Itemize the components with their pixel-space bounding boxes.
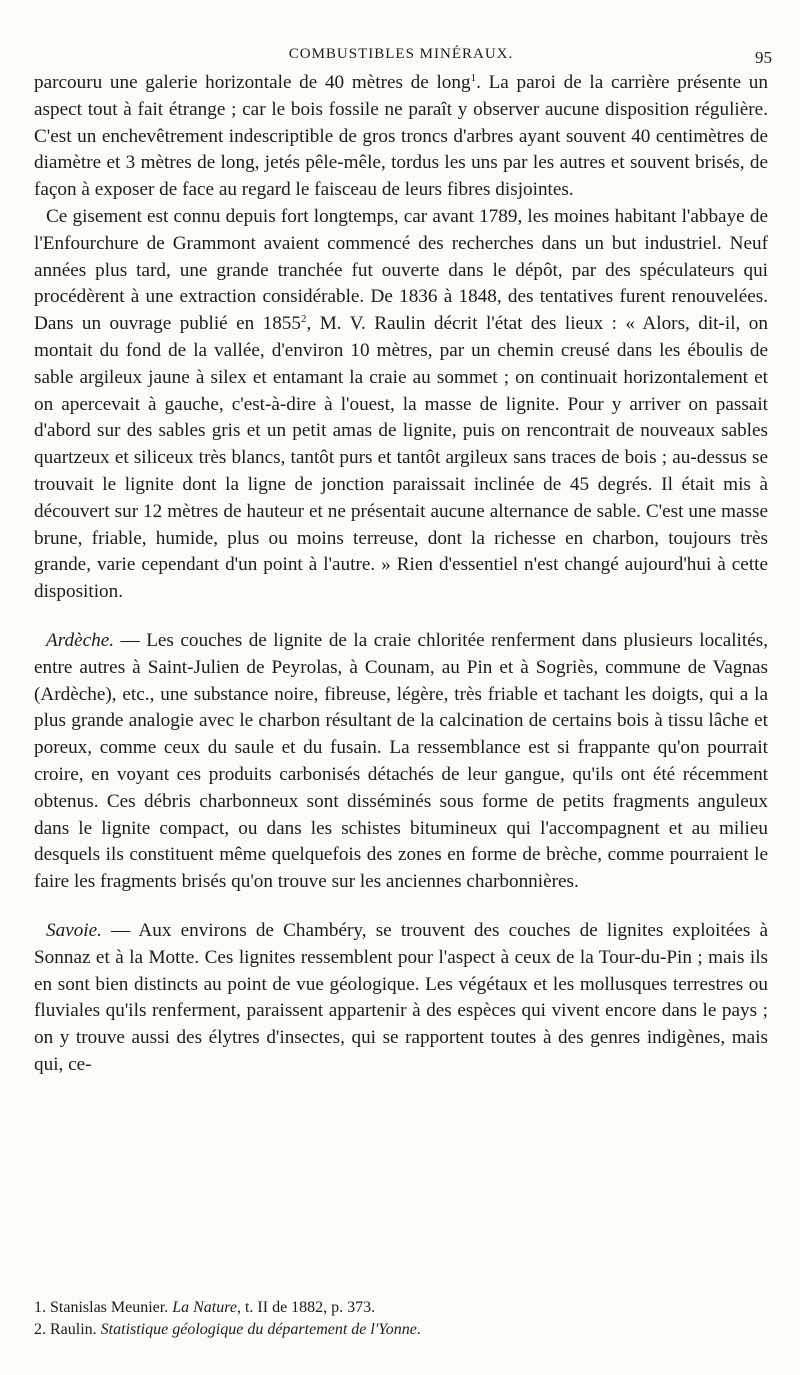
paragraph-gisement xyxy=(34,204,768,606)
paragraph-continuation xyxy=(34,70,768,204)
paragraph-text: , M. V. Raulin décrit l'état des lieux : « Alors, dit-il, on montait du fond de la vallée, d'environ 10 mètres, par un chemin creusé dans les éboulis de sable argileux jaune à silex et entamant la craie au sommet ; on continuait horizontalement et on apercevait à gauche, c'est-à-dire à l'ouest, la masse de lignite. Pour y arriver on passait d'abord sur des sables gris et un petit amas de lignite, puis on rencontrait de nouveaux sables quartzeux et siliceux très blancs, tantôt purs et tantôt argileux sans traces de bois ; au-dessus se trouvait le lignite dont la ligne de jonction paraissait inclinée de 45 degrés. Il était mis à découvert sur 12 mètres de hauteur et ne présentait aucune alternance de sable. C'est une masse brune, friable, humide, plus ou moins terreuse, dont la richesse en charbon, toujours très grande, varie cependant d'un point à l'autre. » Rien d'essentiel n'est changé aujourd'hui à cette disposition. xyxy=(34,313,768,603)
footnote-details: . xyxy=(416,1321,421,1338)
paragraph-text: — Les couches de lignite de la craie chloritée renferment dans plusieurs localités, entre autres à Saint-Julien de Peyrolas, à Counam, au Pin et à Sogriès, commune de Vagnas (Ardèche), etc., une substance noire, fibreuse, légère, très friable et tachant les doigts, qui a la plus grande analogie avec le charbon résultant de la calcination de certains bois à tissu lâche et poreux, comme ceux du saule et du fusain. La ressemblance est si frappante qu'on pourrait croire, en voyant ces produits carbonisés détachés de leur gangue, qu'ils ont été récemment obtenus. Ces débris charbonneux sont disséminés sous forme de petits fragments anguleux dans le lignite compact, ou dans les schistes bitumineux qui l'accompagnent et au milieu desquels ils constituent même quelquefois des zones en forme de brèche, comme pourraient le faire les fragments brisés qu'on trouve sur les anciennes charbonnières. xyxy=(34,629,768,893)
running-head xyxy=(34,40,772,70)
paragraph-text: Ce gisement est connu depuis fort longtemps, car avant 1789, les moines habitant l'abbaye de l'Enfourchure de Grammont avaient commencé des recherches dans un but industriel. Neuf années plus tard, une grande tranchée fut ouverte dans le dépôt, par des spéculateurs qui procédèrent à une extraction considérable. De 1836 à 1848, des tentatives furent renouvelées. Dans un ouvrage publié en 1855 xyxy=(34,205,768,335)
book-page xyxy=(34,40,772,1079)
paragraph-text: . La paroi de la carrière présente un aspect tout à fait étrange ; car le bois fossile ne paraît y observer aucune disposition régulière. C'est un enchevêtrement indescriptible de gros troncs d'arbres ayant souvent 40 centimètres de diamètre et 3 mètres de long, jetés pêle-mêle, tordus les uns par les autres et souvent brisés, de façon à exposer de face au regard le faisceau de leurs fibres disjointes. xyxy=(34,72,768,201)
footnote-author: Stanislas Meunier. xyxy=(50,1299,173,1316)
footnote-number: 2. xyxy=(34,1321,46,1338)
running-title: COMBUSTIBLES MINÉRAUX. xyxy=(288,46,514,62)
body-text xyxy=(34,70,768,1079)
footnote-author: Raulin. xyxy=(50,1321,101,1338)
footnote-2 xyxy=(34,1319,768,1341)
paragraph-text: parcouru une galerie horizontale de 40 mètres de long xyxy=(34,72,471,93)
footnotes xyxy=(34,1297,768,1341)
footnote-title: Statistique géologique du département de l'Yonne xyxy=(100,1321,417,1338)
paragraph-ardeche xyxy=(34,628,768,896)
paragraph-text: — Aux environs de Chambéry, se trouvent des couches de lignites exploitées à Sonnaz et à la Motte. Ces lignites ressemblent pour l'aspect à ceux de la Tour-du-Pin ; mais ils en sont bien distincts au point de vue géologique. Les végétaux et les mollusques terrestres ou fluviales qu'ils renferment, paraissent appartenir à des espèces qui vivent encore dans le pays ; on y trouve aussi des élytres d'insectes, qui se rapportent toutes à des genres indigènes, mais qui, ce- xyxy=(34,919,768,1075)
footnote-ref-2: 2 xyxy=(301,313,307,326)
section-gap xyxy=(34,896,768,918)
footnote-1 xyxy=(34,1297,768,1319)
footnote-title: La Nature xyxy=(172,1299,237,1316)
region-heading-savoie: Savoie. xyxy=(46,919,102,941)
page-number: 95 xyxy=(755,48,772,67)
footnote-details: , t. II de 1882, p. 373. xyxy=(236,1299,376,1316)
section-gap xyxy=(34,606,768,628)
paragraph-savoie xyxy=(34,918,768,1079)
region-heading-ardeche: Ardèche. xyxy=(46,629,115,651)
footnote-ref-1: 1 xyxy=(470,72,477,84)
footnote-number: 1. xyxy=(34,1299,46,1316)
